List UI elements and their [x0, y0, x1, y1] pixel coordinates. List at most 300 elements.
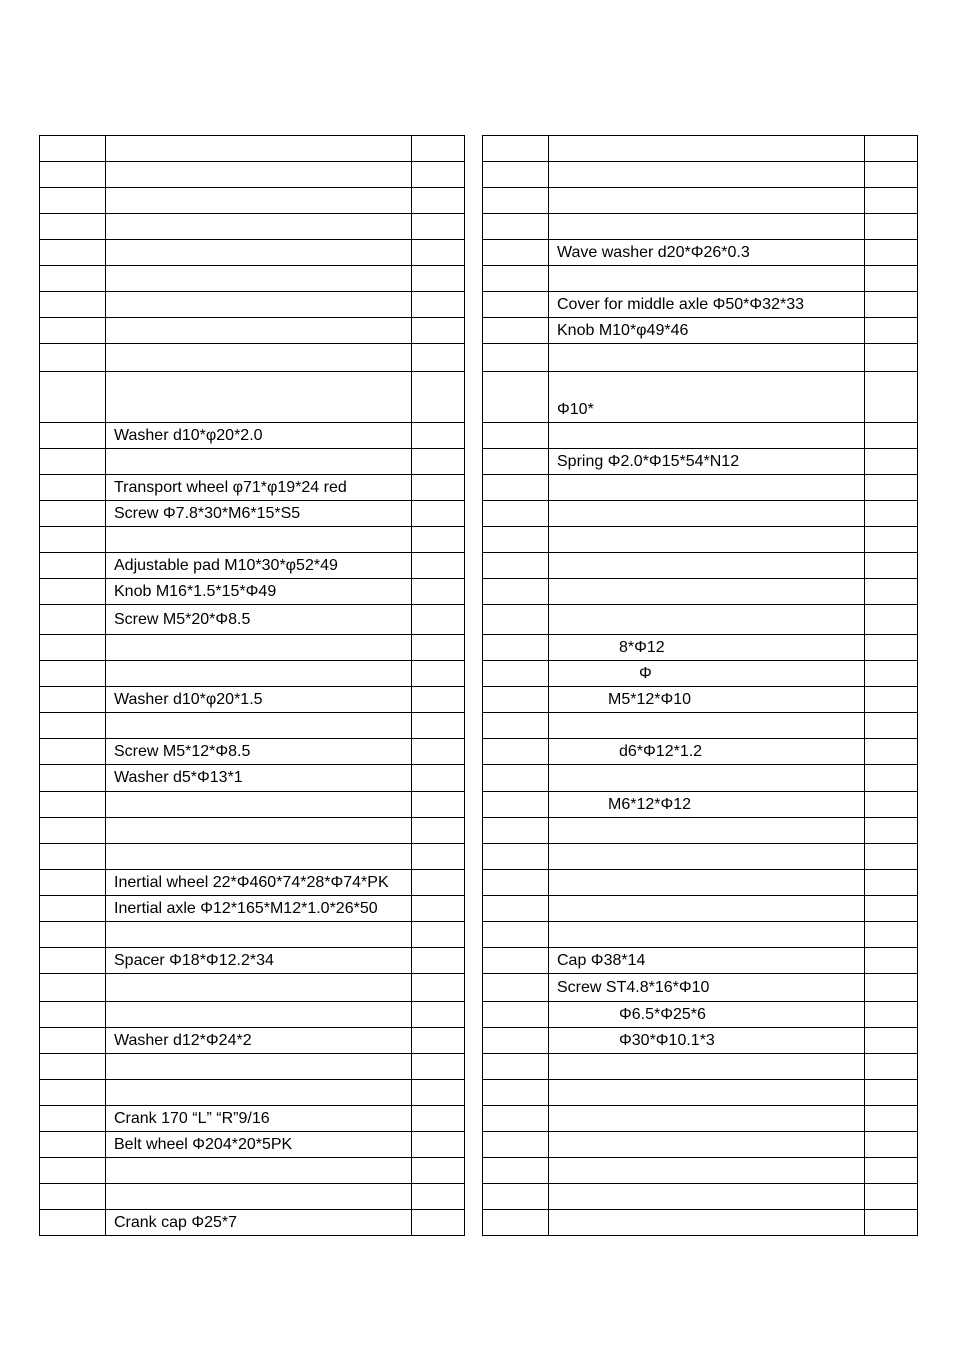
quantity-cell: [412, 896, 465, 922]
quantity-cell: [412, 553, 465, 579]
part-number-cell: [483, 344, 549, 372]
part-description-cell: [549, 136, 865, 162]
part-number-cell: [483, 605, 549, 635]
part-number-cell: [483, 372, 549, 423]
part-number-cell: [40, 162, 106, 188]
part-description-cell: Inertial wheel 22*Φ460*74*28*Φ74*PK: [106, 870, 412, 896]
table-row: [483, 553, 918, 579]
table-row: [40, 1158, 465, 1184]
table-row: [40, 713, 465, 739]
quantity-cell: [865, 1080, 918, 1106]
table-row: [40, 1002, 465, 1028]
part-description-cell: [549, 266, 865, 292]
parts-table-left-body: [40, 136, 465, 1236]
quantity-cell: [865, 188, 918, 214]
part-number-cell: [40, 687, 106, 713]
table-row: [40, 635, 465, 661]
quantity-cell: [412, 266, 465, 292]
table-row: [483, 844, 918, 870]
part-description-cell: Cover for middle axle Φ50*Φ32*33: [549, 292, 865, 318]
part-description-cell: [106, 292, 412, 318]
part-description-cell: [106, 344, 412, 372]
table-row: [40, 501, 465, 527]
part-number-cell: [483, 266, 549, 292]
part-number-cell: [483, 1002, 549, 1028]
part-number-cell: [40, 870, 106, 896]
part-description-cell: Cap Φ38*14: [549, 948, 865, 974]
quantity-cell: [865, 765, 918, 792]
quantity-cell: [865, 579, 918, 605]
part-number-cell: [483, 579, 549, 605]
part-description-cell: Knob M10*φ49*46: [549, 318, 865, 344]
quantity-cell: [412, 870, 465, 896]
table-row: [40, 372, 465, 423]
table-row: [40, 318, 465, 344]
part-number-cell: [40, 1002, 106, 1028]
quantity-cell: [412, 423, 465, 449]
part-number-cell: [483, 475, 549, 501]
part-description-cell: [106, 1184, 412, 1210]
quantity-cell: [865, 318, 918, 344]
part-number-cell: [40, 1132, 106, 1158]
table-row: [483, 240, 918, 266]
table-row: [483, 1002, 918, 1028]
part-number-cell: [483, 1028, 549, 1054]
table-row: [40, 922, 465, 948]
quantity-cell: [412, 240, 465, 266]
part-description-cell: [549, 818, 865, 844]
part-description-cell: [549, 896, 865, 922]
part-description-cell: [106, 372, 412, 423]
quantity-cell: [412, 792, 465, 818]
part-number-cell: [40, 948, 106, 974]
part-description-cell: [549, 605, 865, 635]
table-row: [483, 318, 918, 344]
part-number-cell: [483, 553, 549, 579]
part-description-cell: [549, 344, 865, 372]
table-row: [483, 1054, 918, 1080]
table-row: [40, 1028, 465, 1054]
part-description-cell: [106, 136, 412, 162]
part-description-cell: [106, 1080, 412, 1106]
quantity-cell: [412, 922, 465, 948]
part-number-cell: [483, 1080, 549, 1106]
part-description-cell: [549, 1184, 865, 1210]
quantity-cell: [865, 214, 918, 240]
part-description-cell: [549, 1080, 865, 1106]
part-number-cell: [40, 1106, 106, 1132]
part-number-cell: [483, 292, 549, 318]
part-number-cell: [40, 739, 106, 765]
part-number-cell: [40, 579, 106, 605]
part-description-cell: [106, 240, 412, 266]
part-description-cell: Spring Φ2.0*Φ15*54*N12: [549, 449, 865, 475]
part-number-cell: [40, 136, 106, 162]
table-row: [40, 792, 465, 818]
table-row: [40, 449, 465, 475]
part-number-cell: [483, 449, 549, 475]
table-row: [483, 661, 918, 687]
part-description-cell: Washer d10*φ20*2.0: [106, 423, 412, 449]
quantity-cell: [865, 687, 918, 713]
part-description-cell: Belt wheel Φ204*20*5PK: [106, 1132, 412, 1158]
part-number-cell: [40, 214, 106, 240]
table-row: [483, 922, 918, 948]
part-number-cell: [40, 922, 106, 948]
quantity-cell: [412, 818, 465, 844]
part-number-cell: [40, 844, 106, 870]
table-row: [40, 527, 465, 553]
table-row: [40, 844, 465, 870]
part-number-cell: [40, 1184, 106, 1210]
quantity-cell: [412, 318, 465, 344]
quantity-cell: [412, 1106, 465, 1132]
table-row: [483, 162, 918, 188]
table-row: [483, 1158, 918, 1184]
table-row: [40, 896, 465, 922]
table-row: [483, 1210, 918, 1236]
table-row: [40, 765, 465, 792]
quantity-cell: [865, 292, 918, 318]
table-row: [40, 1210, 465, 1236]
table-row: [483, 765, 918, 792]
table-row: [40, 948, 465, 974]
quantity-cell: [412, 501, 465, 527]
part-number-cell: [40, 635, 106, 661]
part-description-cell: [106, 844, 412, 870]
part-number-cell: [40, 765, 106, 792]
table-row: [483, 136, 918, 162]
parts-table-right-body: [483, 136, 918, 1236]
part-number-cell: [483, 844, 549, 870]
part-description-cell: [549, 1210, 865, 1236]
part-number-cell: [483, 188, 549, 214]
table-row: [40, 344, 465, 372]
part-description-cell: Φ6.5*Φ25*6: [549, 1002, 865, 1028]
part-number-cell: [40, 1158, 106, 1184]
part-description-cell: [549, 1158, 865, 1184]
parts-table-right: [482, 135, 918, 1236]
part-description-cell: [549, 553, 865, 579]
quantity-cell: [412, 527, 465, 553]
table-row: [40, 739, 465, 765]
quantity-cell: [865, 136, 918, 162]
part-description-cell: [549, 501, 865, 527]
quantity-cell: [865, 818, 918, 844]
quantity-cell: [865, 553, 918, 579]
part-number-cell: [40, 974, 106, 1002]
part-number-cell: [483, 527, 549, 553]
part-description-cell: [106, 635, 412, 661]
part-description-cell: Crank cap Φ25*7: [106, 1210, 412, 1236]
quantity-cell: [412, 1002, 465, 1028]
part-description-cell: [549, 765, 865, 792]
table-row: [483, 792, 918, 818]
table-row: [40, 292, 465, 318]
quantity-cell: [865, 605, 918, 635]
part-description-cell: M6*12*Φ12: [549, 792, 865, 818]
quantity-cell: [412, 1210, 465, 1236]
table-row: [483, 739, 918, 765]
quantity-cell: [412, 687, 465, 713]
part-number-cell: [40, 896, 106, 922]
part-description-cell: Transport wheel φ71*φ19*24 red: [106, 475, 412, 501]
part-description-cell: Φ10*: [549, 372, 865, 423]
quantity-cell: [865, 240, 918, 266]
part-number-cell: [40, 1028, 106, 1054]
quantity-cell: [412, 344, 465, 372]
part-number-cell: [483, 1106, 549, 1132]
part-number-cell: [483, 870, 549, 896]
part-number-cell: [40, 713, 106, 739]
part-number-cell: [40, 318, 106, 344]
part-number-cell: [40, 605, 106, 635]
table-row: [483, 713, 918, 739]
table-row: [40, 475, 465, 501]
quantity-cell: [865, 922, 918, 948]
part-description-cell: [549, 475, 865, 501]
quantity-cell: [865, 501, 918, 527]
quantity-cell: [865, 266, 918, 292]
quantity-cell: [865, 1054, 918, 1080]
table-row: [483, 292, 918, 318]
table-row: [483, 423, 918, 449]
quantity-cell: [412, 605, 465, 635]
quantity-cell: [412, 661, 465, 687]
part-description-cell: [106, 449, 412, 475]
part-description-cell: [106, 1054, 412, 1080]
quantity-cell: [412, 449, 465, 475]
table-row: [483, 344, 918, 372]
part-number-cell: [483, 1054, 549, 1080]
part-number-cell: [483, 423, 549, 449]
part-number-cell: [483, 501, 549, 527]
part-number-cell: [483, 765, 549, 792]
quantity-cell: [412, 475, 465, 501]
part-number-cell: [483, 974, 549, 1002]
part-description-cell: [106, 661, 412, 687]
quantity-cell: [412, 188, 465, 214]
part-number-cell: [483, 635, 549, 661]
part-number-cell: [483, 687, 549, 713]
part-number-cell: [483, 792, 549, 818]
table-row: [483, 1132, 918, 1158]
part-number-cell: [483, 240, 549, 266]
quantity-cell: [865, 1106, 918, 1132]
part-description-cell: [549, 1054, 865, 1080]
quantity-cell: [412, 372, 465, 423]
part-number-cell: [483, 896, 549, 922]
part-description-cell: Screw Φ7.8*30*M6*15*S5: [106, 501, 412, 527]
table-row: [40, 818, 465, 844]
part-description-cell: Φ30*Φ10.1*3: [549, 1028, 865, 1054]
part-number-cell: [483, 661, 549, 687]
part-description-cell: [106, 818, 412, 844]
table-row: [40, 240, 465, 266]
quantity-cell: [412, 1054, 465, 1080]
table-row: [483, 527, 918, 553]
table-row: [483, 1184, 918, 1210]
table-row: [483, 449, 918, 475]
part-description-cell: [549, 579, 865, 605]
part-description-cell: Washer d5*Φ13*1: [106, 765, 412, 792]
quantity-cell: [412, 162, 465, 188]
quantity-cell: [412, 948, 465, 974]
table-row: [40, 266, 465, 292]
parts-table-left: [39, 135, 465, 1236]
part-description-cell: Screw ST4.8*16*Φ10: [549, 974, 865, 1002]
part-number-cell: [40, 344, 106, 372]
part-description-cell: M5*12*Φ10: [549, 687, 865, 713]
table-row: [483, 635, 918, 661]
part-description-cell: Spacer Φ18*Φ12.2*34: [106, 948, 412, 974]
quantity-cell: [865, 739, 918, 765]
part-number-cell: [40, 475, 106, 501]
part-description-cell: Crank 170 “L” “R”9/16: [106, 1106, 412, 1132]
quantity-cell: [865, 449, 918, 475]
part-number-cell: [483, 922, 549, 948]
part-number-cell: [40, 188, 106, 214]
part-number-cell: [40, 501, 106, 527]
table-row: [483, 372, 918, 423]
quantity-cell: [865, 635, 918, 661]
part-number-cell: [40, 240, 106, 266]
part-description-cell: [106, 318, 412, 344]
part-description-cell: [106, 922, 412, 948]
part-description-cell: Washer d10*φ20*1.5: [106, 687, 412, 713]
quantity-cell: [865, 1132, 918, 1158]
part-description-cell: 8*Φ12: [549, 635, 865, 661]
part-description-cell: [549, 188, 865, 214]
quantity-cell: [412, 292, 465, 318]
part-description-cell: [549, 870, 865, 896]
part-description-cell: [549, 844, 865, 870]
part-description-cell: d6*Φ12*1.2: [549, 739, 865, 765]
table-row: [40, 1132, 465, 1158]
quantity-cell: [865, 162, 918, 188]
table-row: [40, 136, 465, 162]
part-number-cell: [40, 527, 106, 553]
table-row: [483, 948, 918, 974]
part-number-cell: [40, 423, 106, 449]
part-description-cell: [549, 423, 865, 449]
part-description-cell: Adjustable pad M10*30*φ52*49: [106, 553, 412, 579]
part-description-cell: Φ: [549, 661, 865, 687]
quantity-cell: [865, 344, 918, 372]
part-number-cell: [40, 266, 106, 292]
table-row: [40, 162, 465, 188]
part-number-cell: [40, 818, 106, 844]
part-number-cell: [483, 136, 549, 162]
part-description-cell: [549, 922, 865, 948]
table-row: [40, 974, 465, 1002]
part-description-cell: Wave washer d20*Φ26*0.3: [549, 240, 865, 266]
table-row: [40, 1054, 465, 1080]
part-number-cell: [483, 1210, 549, 1236]
quantity-cell: [865, 792, 918, 818]
part-number-cell: [483, 1158, 549, 1184]
table-row: [483, 870, 918, 896]
table-row: [483, 214, 918, 240]
table-row: [40, 214, 465, 240]
table-row: [483, 1028, 918, 1054]
quantity-cell: [865, 527, 918, 553]
quantity-cell: [865, 948, 918, 974]
quantity-cell: [865, 1158, 918, 1184]
table-row: [40, 661, 465, 687]
part-description-cell: [549, 1106, 865, 1132]
quantity-cell: [412, 844, 465, 870]
part-number-cell: [40, 1080, 106, 1106]
table-row: [483, 605, 918, 635]
part-number-cell: [483, 214, 549, 240]
table-row: [483, 1080, 918, 1106]
part-description-cell: [106, 188, 412, 214]
quantity-cell: [865, 713, 918, 739]
quantity-cell: [412, 1184, 465, 1210]
part-number-cell: [40, 292, 106, 318]
part-number-cell: [483, 1132, 549, 1158]
quantity-cell: [412, 1080, 465, 1106]
quantity-cell: [412, 635, 465, 661]
quantity-cell: [412, 579, 465, 605]
quantity-cell: [865, 870, 918, 896]
table-row: [40, 1106, 465, 1132]
quantity-cell: [412, 1158, 465, 1184]
table-row: [40, 423, 465, 449]
table-row: [483, 818, 918, 844]
part-description-cell: [106, 713, 412, 739]
quantity-cell: [865, 1184, 918, 1210]
quantity-cell: [865, 372, 918, 423]
table-row: [40, 1080, 465, 1106]
quantity-cell: [865, 896, 918, 922]
table-row: [40, 188, 465, 214]
part-number-cell: [40, 553, 106, 579]
table-row: [40, 605, 465, 635]
table-row: [483, 579, 918, 605]
table-row: [483, 1106, 918, 1132]
quantity-cell: [412, 713, 465, 739]
part-description-cell: [549, 1132, 865, 1158]
part-description-cell: Screw M5*12*Φ8.5: [106, 739, 412, 765]
table-row: [483, 266, 918, 292]
part-description-cell: [106, 527, 412, 553]
quantity-cell: [865, 1002, 918, 1028]
quantity-cell: [412, 974, 465, 1002]
table-row: [40, 579, 465, 605]
table-row: [483, 974, 918, 1002]
quantity-cell: [865, 661, 918, 687]
table-row: [483, 501, 918, 527]
part-description-cell: Inertial axle Φ12*165*M12*1.0*26*50: [106, 896, 412, 922]
part-description-cell: [106, 974, 412, 1002]
quantity-cell: [412, 214, 465, 240]
part-description-cell: Knob M16*1.5*15*Φ49: [106, 579, 412, 605]
part-number-cell: [40, 449, 106, 475]
part-description-cell: [106, 1002, 412, 1028]
part-number-cell: [483, 818, 549, 844]
table-row: [40, 870, 465, 896]
table-row: [483, 188, 918, 214]
part-description-cell: Screw M5*20*Φ8.5: [106, 605, 412, 635]
part-description-cell: Washer d12*Φ24*2: [106, 1028, 412, 1054]
quantity-cell: [865, 1028, 918, 1054]
part-number-cell: [40, 1054, 106, 1080]
table-row: [40, 1184, 465, 1210]
quantity-cell: [865, 475, 918, 501]
table-row: [483, 896, 918, 922]
